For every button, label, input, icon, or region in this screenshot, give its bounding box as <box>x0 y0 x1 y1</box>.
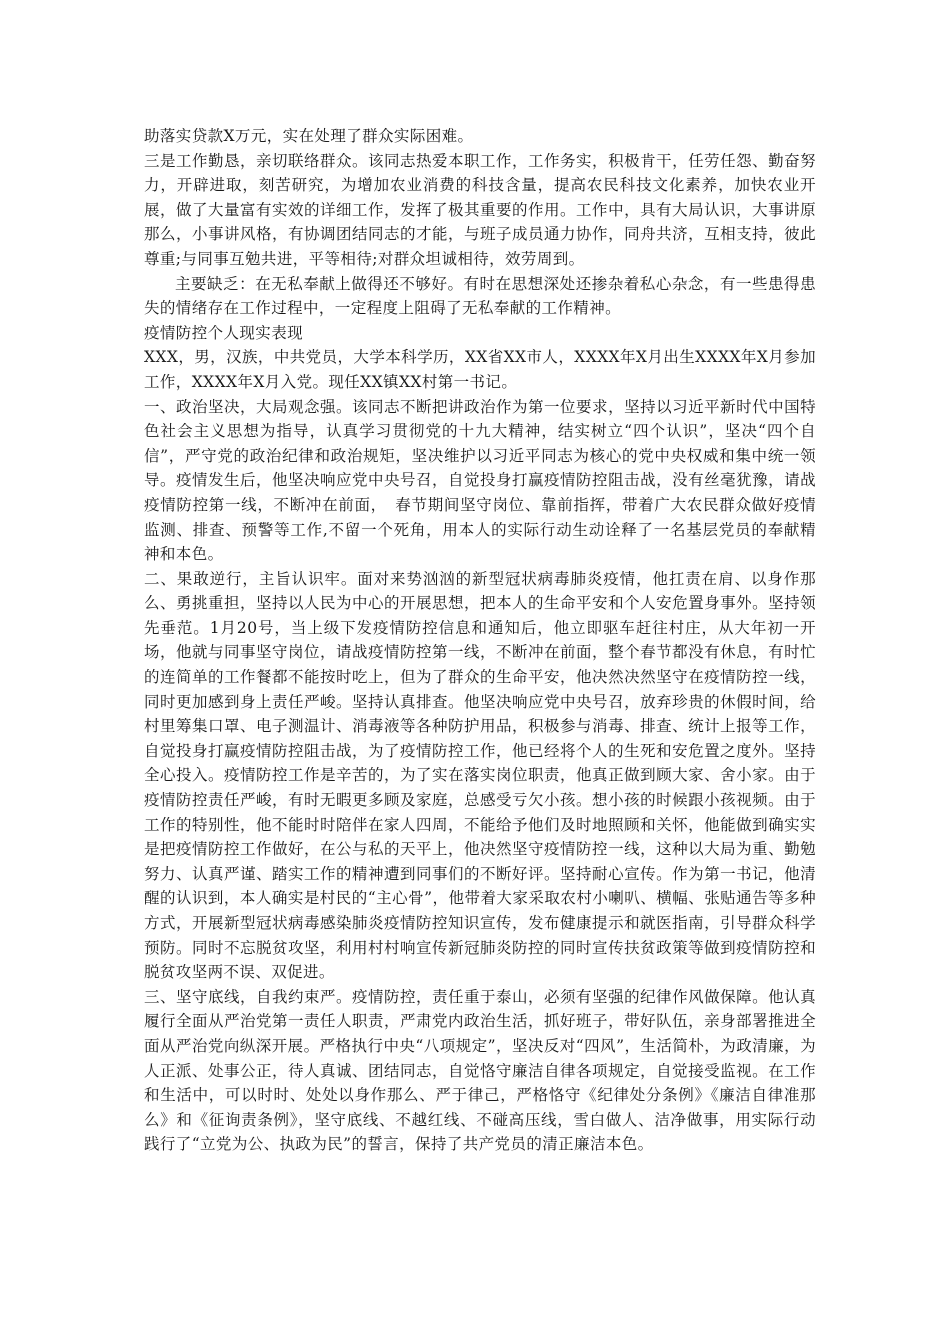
paragraph-self-discipline: 三、坚守底线，自我约束严。疫情防控，责任重于泰山，必须有坚强的纪律作风做保障。他认真履行全面从严治党第一责任人职责，严肃党内政治生活，抓好班子，带好队伍，亲身部署推进全面从严治党向纵深开展。严格执行中央“八项规定”，坚决反对“四风”，生活简朴，为政清廉，为人正派、处事公正，待人真诚、团结同志，自觉恪守廉洁自律各项规定，自觉接受监视。在工作和生活中，可以时时、处处以身作那么、严于律己，严格恪守《纪律处分条例》《廉洁自律准那么》和《征询责条例》，坚守底线、不越红线、不碰高压线，雪白做人、洁净做事，用实际行动践行了“立党为公、执政为民”的誓言，保持了共产党员的清正廉洁本色。 <box>144 987 816 1154</box>
paragraph-personal-info: XXX，男，汉族，中共党员，大学本科学历，XX省XX市人，XXXX年X月出生XXXX年X月参加工作，XXXX年X月入党。现任XX镇XX村第一书记。 <box>144 348 816 391</box>
paragraph-brave-action: 二、果敢逆行，主旨认识牢。面对来势汹汹的新型冠状病毒肺炎疫情，他扛责在肩、以身作那么、勇挑重担，坚持以人民为中心的开展思想，把本人的生命平安和个人安危置身事外。坚持领先垂范。1月20号，当上级下发疫情防控信息和通知后，他立即驱车赶往村庄，从大年初一开场，他就与同事坚守岗位，请战疫情防控第一线，不断冲在前面，整个春节都没有休息，有时忙的连简单的工作餐都不能按时吃上，但为了群众的生命平安，他决然决然坚守在疫情防控一线，同时更加感到身上责任严峻。坚持认真排查。他坚决响应党中央号召，放弃珍贵的休假时间，给村里筹集口罩、电子测温计、消毒液等各种防护用品，积极参与消毒、排查、统计上报等工作，自觉投身打赢疫情防控阻击战，为了疫情防控工作，他已经将个人的生死和安危置之度外。坚持全心投入。疫情防控工作是辛苦的，为了实在落实岗位职责，他真正做到顾大家、舍小家。由于疫情防控责任严峻，有时无暇更多顾及家庭，总感受亏欠小孩。想小孩的时候跟小孩视频。由于工作的特别性，他不能时时陪伴在家人四周，不能给予他们及时地照顾和关怀，他能做到确实实是把疫情防控工作做好，在公与私的天平上，他决然坚守疫情防控一线，这种以大局为重、勤勉努力、认真严谨、踏实工作的精神遭到同事们的不断好评。坚持耐心宣传。作为第一书记，他清醒的认识到，本人确实是村民的“主心骨”，他带着大家采取农村小喇叭、横幅、张贴通告等多种方式，开展新型冠状病毒感染肺炎疫情防控知识宣传，发布健康提示和就医指南，引导群众科学预防。同时不忘脱贫攻坚，利用村村响宣传新冠肺炎防控的同时宣传扶贫政策等做到疫情防控和脱贫攻坚两不误、双促进。 <box>144 569 816 982</box>
section-heading: 疫情防控个人现实表现 <box>144 323 304 342</box>
paragraph-political: 一、政治坚决，大局观念强。该同志不断把讲政治作为第一位要求，坚持以习近平新时代中国特色社会主义思想为指导，认真学习贯彻党的十九大精神，结实树立“四个认识”，坚决“四个自信”，严守党的政治纪律和政治规矩，坚决维护以习近平同志为核心的党中央权威和集中统一领导。疫情发生后，他坚决响应党中央号召，自觉投身打赢疫情防控阻击战，没有丝毫犹豫，请战疫情防控第一线，不断冲在前面， 春节期间坚守岗位、靠前指挥，带着广大农民群众做好疫情监测、排查、预警等工作,不留一个死角，用本人的实际行动生动诠释了一名基层党员的奉献精神和本色。 <box>144 397 816 564</box>
document-body <box>144 124 816 1157</box>
paragraph-loan-conclusion: 助落实贷款X万元，实在处理了群众实际困难。 <box>144 127 474 145</box>
paragraph-diligent-work: 三是工作勤恳，亲切联络群众。该同志热爱本职工作，工作务实，积极肯干，任劳任怨、勤奋努力，开辟进取，刻苦研究，为增加农业消费的科技含量，提高农民科技文化素养，加快农业开展，做了大量富有实效的详细工作，发挥了极其重要的作用。工作中，具有大局认识，大事讲原那么，小事讲风格，有协调团结同志的才能，与班子成员通力协作，同舟共济，互相支持，彼此尊重;与同事互勉共进，平等相待;对群众坦诚相待，效劳周到。 <box>144 151 816 268</box>
paragraph-shortcomings: 主要缺乏：在无私奉献上做得还不够好。有时在思想深处还掺杂着私心杂念，有一些患得患失的情绪存在工作过程中，一定程度上阻碍了无私奉献的工作精神。 <box>144 274 816 318</box>
